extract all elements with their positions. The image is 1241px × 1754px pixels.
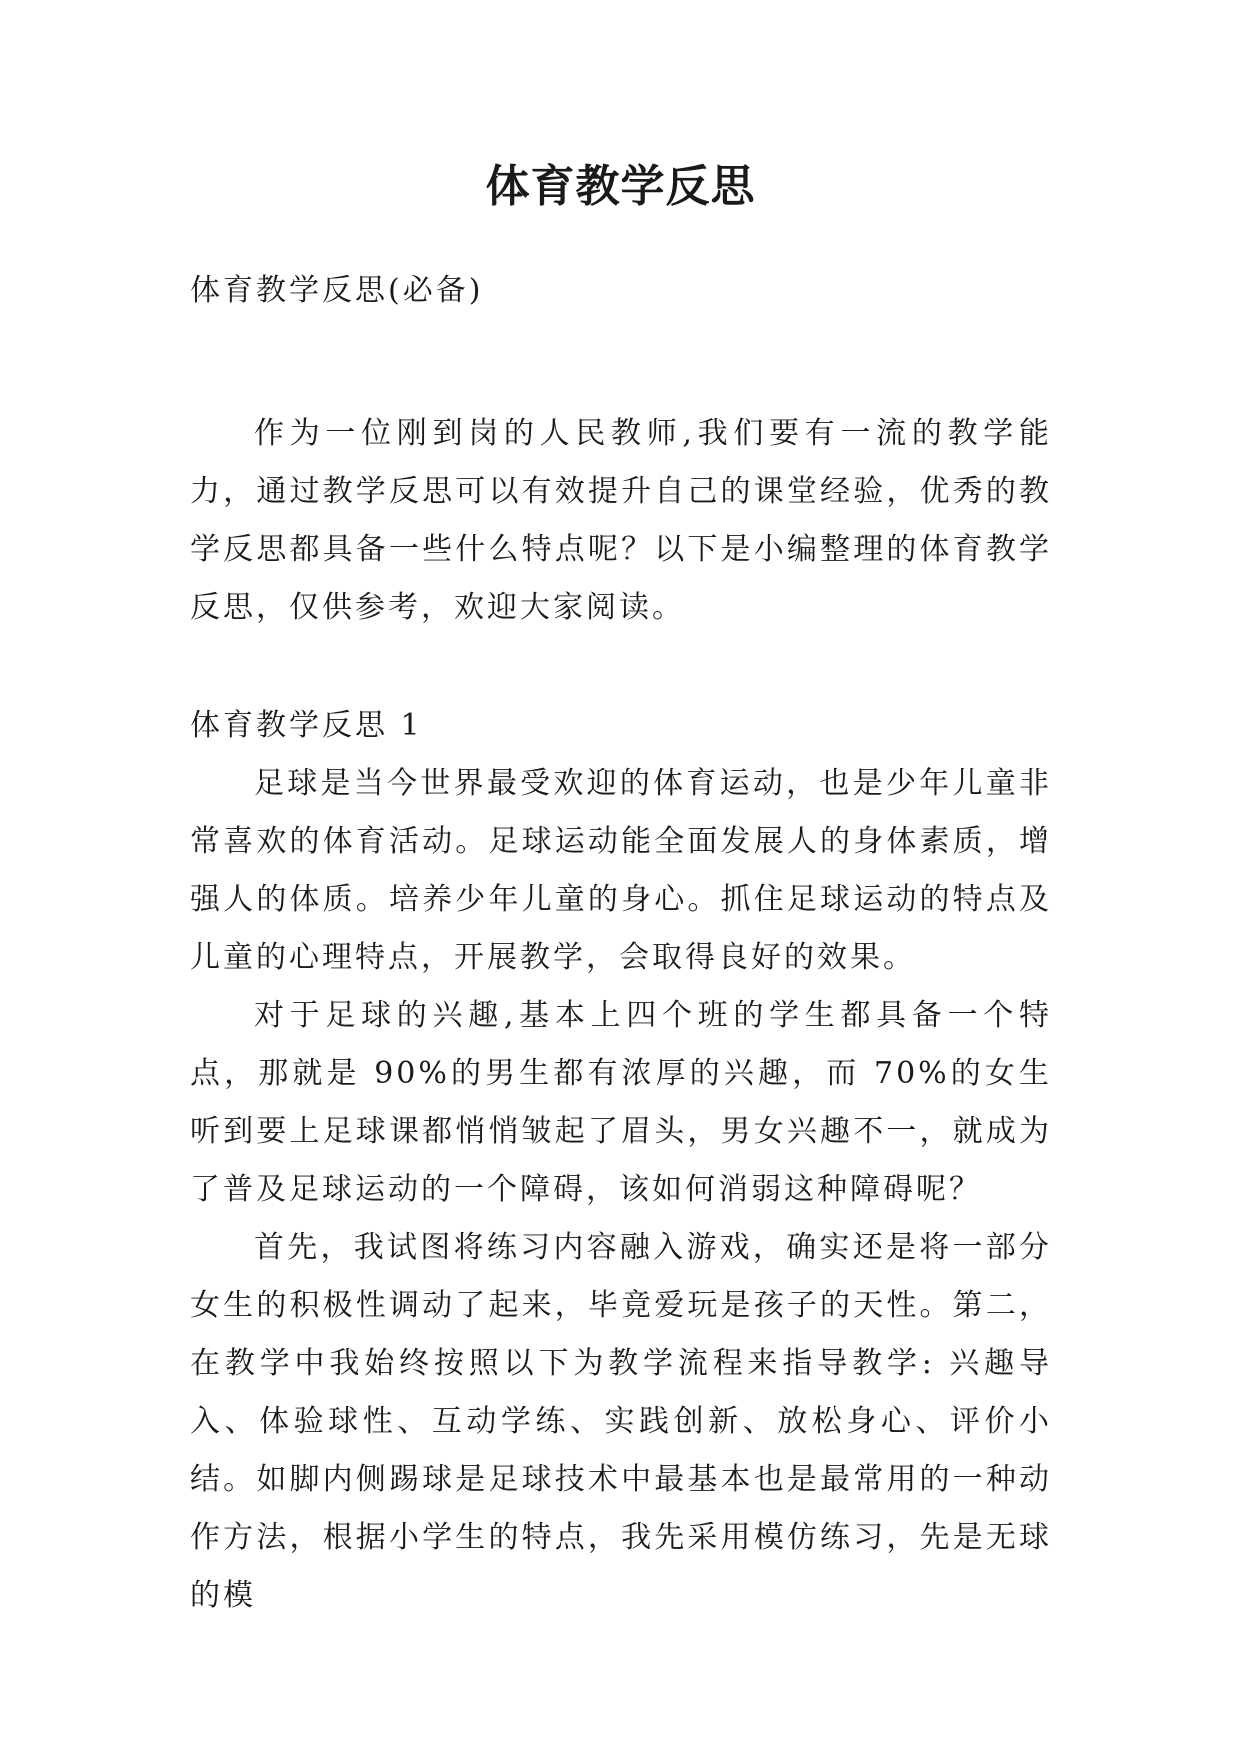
body-paragraph-1: 足球是当今世界最受欢迎的体育运动，也是少年儿童非常喜欢的体育活动。足球运动能全面发展人的身体素质，增强人的体质。培养少年儿童的身心。抓住足球运动的特点及儿童的心理特点，开展教学，会取得良好的效果。 (190, 766, 1052, 975)
intro-paragraph: 作为一位刚到岗的人民教师,我们要有一流的教学能力，通过教学反思可以有效提升自己的课堂经验，优秀的教学反思都具备一些什么特点呢？以下是小编整理的体育教学反思，仅供参考，欢迎大家阅读。 (190, 416, 1052, 625)
body-paragraph-3: 首先，我试图将练习内容融入游戏，确实还是将一部分女生的积极性调动了起来，毕竟爱玩是孩子的天性。第二，在教学中我始终按照以下为教学流程来指导教学: 兴趣导入、体验球性、互动学练、实践创新、放松身心、评价小结。如脚内侧踢球是足球技术中最基本也是最常用的一种动作方法，根据小学生的特点，我先采用模仿练习，先是无球的模 (190, 1230, 1052, 1613)
document-title: 体育教学反思 (485, 161, 756, 212)
section-heading: 体育教学反思 1 (190, 708, 423, 743)
intro-block (190, 405, 1052, 637)
section-1 (190, 697, 1052, 1625)
body-paragraph-2: 对于足球的兴趣,基本上四个班的学生都具备一个特点，那就是 90%的男生都有浓厚的兴趣，而 70%的女生听到要上足球课都悄悄皱起了眉头，男女兴趣不一，就成为了普及足球运动的一个障碍，该如何消弱这种障碍呢？ (190, 998, 1052, 1207)
document-subtitle: 体育教学反思(必备) (190, 273, 484, 308)
